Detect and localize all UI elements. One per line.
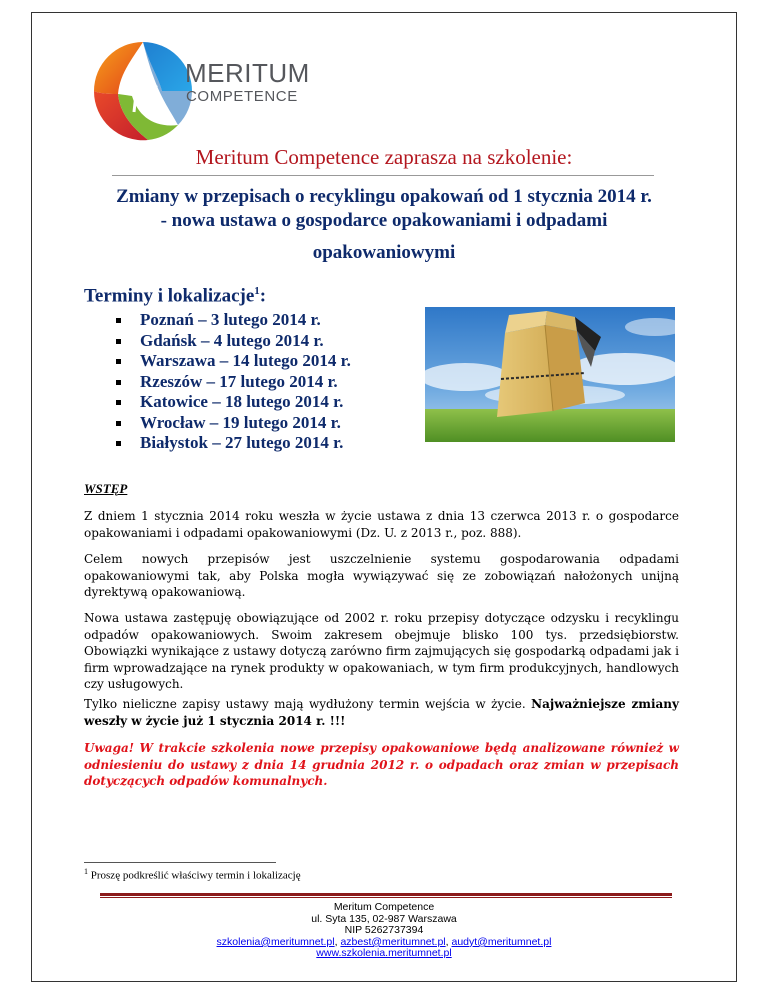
section-title-intro: WSTĘP	[84, 481, 128, 496]
paragraph-2: Celem nowych przepisów jest uszczelnienie systemu gospodarowania odpadami opakowaniowymi tak, aby Polska mogła wywiązywać się ze zobowiązań nałożonych unijną dyrektywą opakowaniową.	[84, 552, 679, 600]
list-item	[112, 310, 351, 331]
list-item	[112, 433, 351, 454]
email-separator: ,	[445, 935, 452, 948]
bullet-icon	[116, 359, 121, 364]
title-line-2: - nowa ustawa o gospodarce opakowaniami i odpadami	[160, 210, 608, 231]
footnote	[84, 867, 301, 882]
footnote-ref: 1	[254, 285, 260, 297]
email-link-azbest[interactable]: azbest@meritumnet.pl	[340, 935, 446, 948]
footer-divider-thin	[100, 897, 672, 898]
logo-text-competence: COMPETENCE	[186, 88, 298, 105]
location-text: Poznań – 3 lutego 2014 r.	[140, 310, 321, 329]
title-line-3: opakowaniowymi	[312, 242, 456, 263]
dates-locations-heading	[84, 285, 266, 307]
bullet-icon	[116, 441, 121, 446]
warning-note: Uwaga! W trakcie szkolenia nowe przepisy opakowaniowe będą analizowane również w odniesieniu do ustawy z dnia 14 grudnia 2012 r. o odpadach oraz zmian w przepisach dotyczących odpadów komunalnych.	[84, 741, 679, 789]
training-title	[0, 185, 768, 265]
invite-heading: Meritum Competence zaprasza na szkolenie:	[195, 145, 573, 169]
title-line-1: Zmiany w przepisach o recyklingu opakowań od 1 stycznia 2014 r.	[116, 186, 652, 207]
footer-nip: NIP 5262737394	[344, 924, 424, 937]
meritum-logo	[88, 36, 198, 146]
logo-text-meritum: MERITUM	[185, 58, 310, 88]
paragraph-4-text: Tylko nieliczne zapisy ustawy mają wydłużony termin wejścia w życie.	[84, 697, 532, 711]
bullet-icon	[116, 421, 121, 426]
location-text: Białystok – 27 lutego 2014 r.	[140, 433, 344, 452]
paragraph-1: Z dniem 1 stycznia 2014 roku weszła w życie ustawa z dnia 13 czerwca 2013 r. o gospodarce opakowaniami i odpadami opakowaniowymi (Dz. U. z 2013 r., poz. 888).	[84, 509, 679, 540]
footer-address: ul. Syta 135, 02-987 Warszawa	[311, 912, 457, 925]
list-item	[112, 372, 351, 393]
email-link-szkolenia[interactable]: szkolenia@meritumnet.pl	[216, 935, 335, 948]
footnote-number: 1	[84, 867, 88, 876]
footnote-divider	[84, 862, 276, 863]
list-item	[112, 351, 351, 372]
bullet-icon	[116, 380, 121, 385]
locations-list	[112, 310, 351, 454]
bullet-icon	[116, 318, 121, 323]
footer-company: Meritum Competence	[333, 901, 435, 913]
dates-heading-label: Terminy i lokalizacje	[84, 285, 255, 307]
list-item	[112, 392, 351, 413]
heading-divider	[112, 175, 654, 176]
location-text: Warszawa – 14 lutego 2014 r.	[140, 351, 351, 370]
paragraph-3: Nowa ustawa zastępuję obowiązujące od 2002 r. roku przepisy dotyczące odzysku i recyklingu odpadów opakowaniowych. Swoim zakresem obejmuje blisko 100 tys. przedsiębiorstw. Obowiązki wynikające z ustawy dotyczą zarówno firm zajmujących się gospodarką odpadami jak i firm wprowadzające na rynek produkty w opakowaniach, w tym firm produkcyjnych, handlowych czy usługowych.	[84, 611, 679, 692]
location-text: Katowice – 18 lutego 2014 r.	[140, 392, 344, 411]
website-link[interactable]: www.szkolenia.meritumnet.pl	[316, 947, 452, 960]
paragraph-4	[84, 696, 679, 729]
footnote-text: Proszę podkreślić właściwy termin i lokalizację	[88, 869, 301, 882]
list-item	[112, 331, 351, 352]
cardboard-box-photo	[425, 307, 675, 442]
dates-heading-colon: :	[259, 285, 267, 307]
location-text: Rzeszów – 17 lutego 2014 r.	[140, 371, 338, 391]
footer-divider-thick	[100, 893, 672, 896]
paragraph-4-emphasis: Najważniejsze zmiany weszły w życie już 1 stycznia 2014 r. !!!	[84, 697, 679, 728]
location-text: Gdańsk – 4 lutego 2014 r.	[140, 330, 324, 350]
location-text: Wrocław – 19 lutego 2014 r.	[140, 412, 341, 432]
footer	[0, 902, 768, 960]
email-separator: ,	[334, 935, 341, 948]
list-item	[112, 413, 351, 434]
bullet-icon	[116, 339, 121, 344]
email-link-audyt[interactable]: audyt@meritumnet.pl	[451, 935, 552, 948]
bullet-icon	[116, 400, 121, 405]
footer-website-row	[0, 948, 768, 960]
